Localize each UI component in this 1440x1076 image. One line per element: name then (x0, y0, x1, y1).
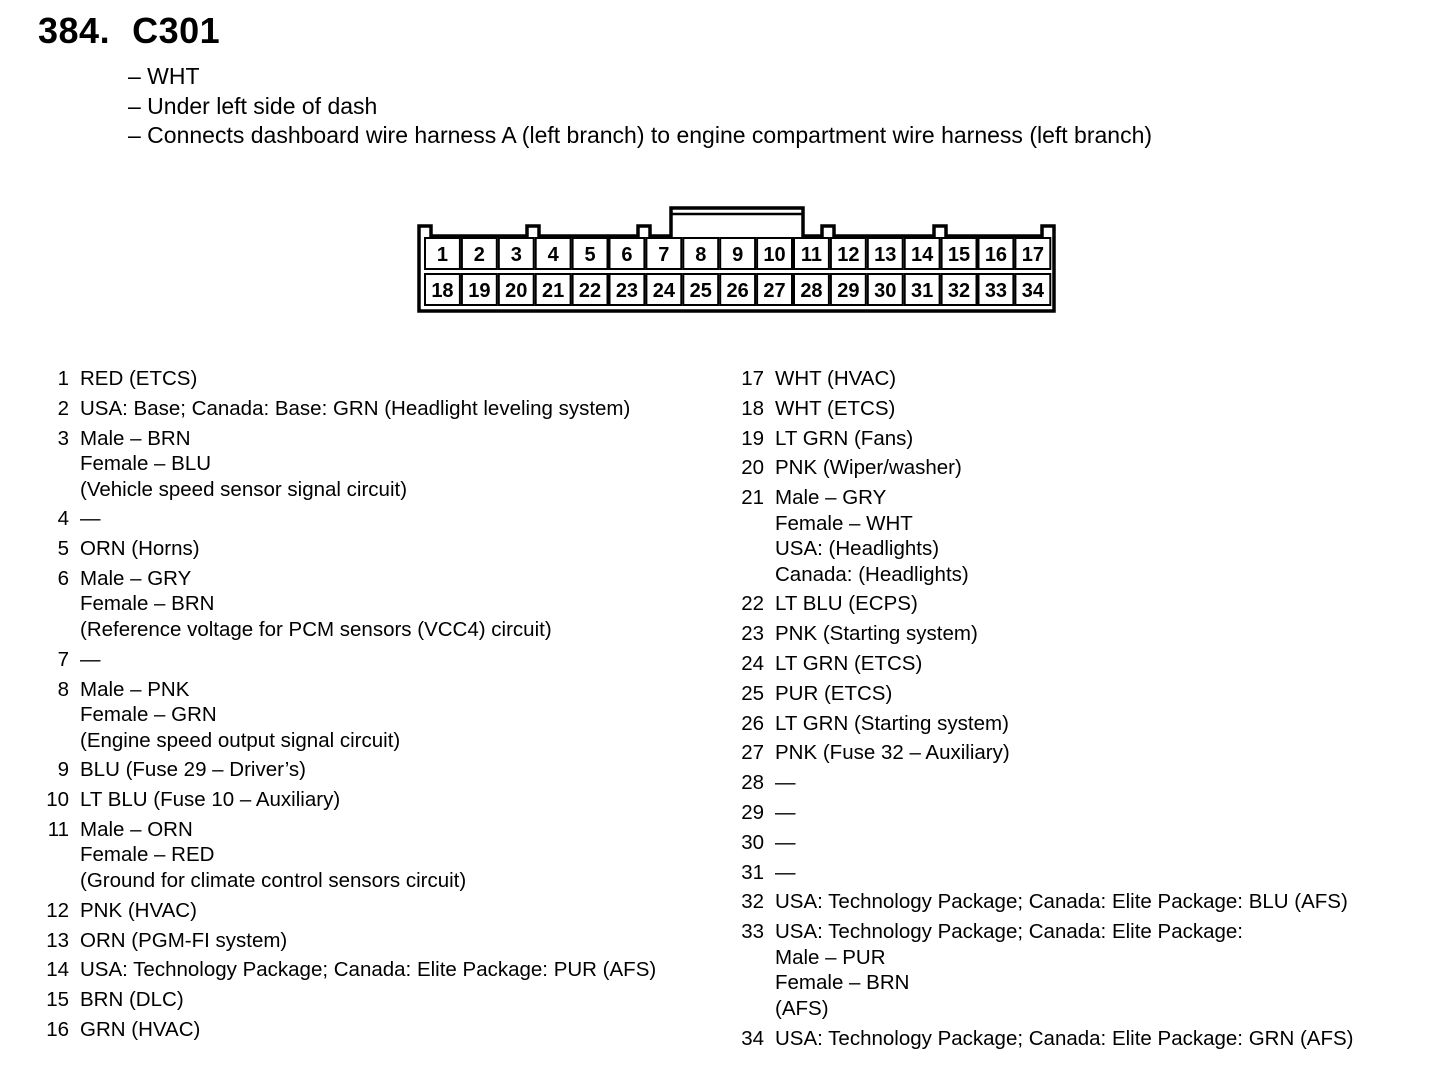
pin-description (775, 740, 1010, 766)
pin-number-label: 30 (874, 280, 897, 302)
pin-number: 5 (57, 537, 69, 561)
pin-number: 28 (741, 771, 764, 795)
pin-number: 29 (741, 801, 764, 825)
pin-description-line: LT BLU (Fuse 10 – Auxiliary) (80, 788, 341, 812)
pin-description-line: GRN (HVAC) (80, 1017, 201, 1041)
pin-description (775, 396, 895, 422)
pin-number-label: 11 (800, 244, 823, 266)
pin-entry (735, 1026, 1425, 1052)
pin-description-line: WHT (ETCS) (775, 396, 896, 420)
pin-entry (735, 621, 1425, 647)
pin-description (80, 366, 197, 392)
pin-number: 23 (741, 622, 764, 646)
pin-number: 3 (57, 426, 69, 450)
pin-number: 33 (741, 920, 764, 944)
pin-number: 21 (741, 486, 764, 510)
pin-number-label: 27 (763, 280, 786, 302)
pin-description (775, 651, 922, 677)
pin-description (775, 485, 969, 587)
pin-description-line: (Engine speed output signal circuit) (80, 728, 401, 752)
pin-number-label: 24 (652, 280, 675, 302)
pin-number-label: 32 (947, 280, 971, 302)
pin-number-label: 4 (547, 244, 559, 266)
pin-entry (735, 651, 1425, 677)
pin-description-line: LT GRN (ETCS) (775, 652, 923, 676)
pin-entry (735, 681, 1425, 707)
section-number: 384. (38, 10, 111, 51)
pin-entry (40, 426, 720, 503)
pin-description-line: RED (ETCS) (80, 367, 198, 390)
connector-id: C301 (132, 10, 221, 51)
pin-description (80, 928, 287, 954)
pin-description-line: — (775, 860, 796, 884)
pin-number-label: 34 (1021, 280, 1044, 302)
pin-number: 7 (57, 647, 69, 671)
pin-entry (735, 396, 1425, 422)
pin-entry (40, 787, 720, 813)
pin-description (775, 830, 796, 856)
pin-description-line: (Reference voltage for PCM sensors (VCC4) circuit) (80, 617, 552, 641)
pin-number: 20 (741, 456, 764, 480)
pin-description-line: (Ground for climate control sensors circuit) (80, 868, 467, 892)
pin-number: 8 (57, 677, 69, 701)
pin-number-label: 33 (984, 280, 1008, 302)
note-location: – Under left side of dash (128, 92, 378, 119)
pin-description-line: Male – BRN (80, 426, 191, 450)
pin-description-line: — (80, 647, 101, 671)
pin-entry (40, 366, 720, 392)
pin-description-line: USA: (Headlights) (775, 537, 940, 561)
pin-description (80, 396, 630, 422)
pin-description-line: — (80, 507, 101, 531)
pin-description (775, 770, 796, 796)
pin-number: 9 (57, 758, 69, 782)
pin-description (80, 817, 466, 894)
pin-number-label: 13 (874, 244, 897, 266)
pin-description-line: USA: Technology Package; Canada: Elite Package: (775, 920, 1243, 944)
pin-entry (735, 770, 1425, 796)
pinout-left-column (40, 366, 720, 1047)
pin-description (80, 757, 306, 783)
pin-number: 1 (57, 367, 69, 390)
pin-number-label: 8 (695, 244, 707, 266)
pin-number-label: 21 (542, 280, 565, 302)
pin-description-line: PNK (Fuse 32 – Auxiliary) (775, 741, 1010, 765)
pin-entry (40, 677, 720, 754)
pin-description (775, 1026, 1353, 1052)
pin-number-label: 31 (911, 280, 934, 302)
pin-description-line: LT GRN (Fans) (775, 426, 914, 450)
pin-entry (735, 366, 1425, 392)
pin-description-line: Female – WHT (775, 511, 913, 535)
pin-entry (40, 647, 720, 673)
pin-description-line: Male – GRY (80, 566, 192, 590)
pin-description-line: PNK (Starting system) (775, 622, 978, 646)
pin-entry (40, 1017, 720, 1043)
pin-description-line: BRN (DLC) (80, 988, 184, 1012)
pin-number: 15 (46, 988, 69, 1012)
pin-entry (40, 536, 720, 562)
pin-number-label: 7 (658, 244, 670, 266)
pin-entry (40, 898, 720, 924)
pin-number-label: 6 (621, 244, 633, 266)
pin-description-line: — (775, 830, 796, 854)
pin-number-label: 17 (1021, 244, 1044, 266)
pin-description (80, 898, 197, 924)
pin-description-line: BLU (Fuse 29 – Driver’s) (80, 758, 306, 782)
pin-description (775, 621, 978, 647)
pin-description-line: ORN (Horns) (80, 537, 200, 561)
pin-number: 14 (46, 958, 69, 982)
pin-description-line: (AFS) (775, 996, 829, 1020)
pin-entry (735, 830, 1425, 856)
pin-number-label: 23 (615, 280, 639, 302)
pin-description (775, 591, 918, 617)
pin-description-line: Female – BRN (775, 971, 910, 995)
pin-description (775, 889, 1348, 915)
pin-description-line: PUR (ETCS) (775, 681, 893, 705)
pin-number: 22 (741, 592, 764, 616)
pin-entry (735, 860, 1425, 886)
pin-entry (735, 485, 1425, 587)
pin-number-label: 10 (763, 244, 786, 266)
pin-number-label: 18 (431, 280, 454, 302)
pin-description (775, 681, 892, 707)
pin-description-line: Female – GRN (80, 703, 217, 727)
pin-description (80, 987, 184, 1013)
pin-number-label: 3 (510, 244, 522, 266)
pin-number: 25 (741, 681, 764, 705)
pin-entry (40, 957, 720, 983)
pin-number: 2 (57, 396, 69, 420)
pin-number-label: 16 (984, 244, 1008, 266)
pin-number: 27 (741, 741, 764, 765)
pin-description-line: Male – GRY (775, 486, 887, 510)
pin-description-line: — (775, 771, 796, 795)
pin-description (80, 957, 656, 983)
pin-description-line: PNK (HVAC) (80, 898, 197, 922)
pin-number: 11 (47, 817, 69, 841)
pin-number: 12 (46, 898, 69, 922)
pin-number: 4 (57, 507, 69, 531)
pin-entry (40, 396, 720, 422)
pin-description (80, 506, 101, 532)
pin-entry (40, 757, 720, 783)
pin-description-line: USA: Technology Package; Canada: Elite Package: GRN (AFS) (775, 1026, 1354, 1050)
pin-entry (40, 817, 720, 894)
pin-number: 6 (57, 566, 69, 590)
pin-number-label: 22 (578, 280, 602, 302)
pin-number-label: 1 (436, 244, 449, 266)
pin-description (775, 800, 796, 826)
pin-description (775, 426, 913, 452)
pin-number: 24 (741, 652, 764, 676)
pin-description-line: USA: Technology Package; Canada: Elite Package: PUR (AFS) (80, 958, 657, 982)
pin-description-line: Male – PUR (775, 945, 886, 969)
pin-description-line: WHT (HVAC) (775, 367, 897, 390)
pin-description-line: PNK (Wiper/washer) (775, 456, 962, 480)
pin-description (775, 711, 1009, 737)
pin-number: 18 (741, 396, 764, 420)
pin-description (80, 677, 400, 754)
pin-description (775, 366, 896, 392)
pin-entry (40, 928, 720, 954)
pin-description (775, 919, 1243, 1021)
pin-number: 31 (741, 860, 764, 884)
pin-description-line: LT BLU (ECPS) (775, 592, 918, 616)
pin-description (775, 455, 962, 481)
pin-description (775, 860, 796, 886)
pin-description (80, 647, 101, 673)
pin-entry (735, 919, 1425, 1021)
pin-description-line: Female – RED (80, 843, 215, 867)
pin-entry (735, 711, 1425, 737)
pin-description-line: LT GRN (Starting system) (775, 711, 1009, 735)
pin-description-line: Canada: (Headlights) (775, 562, 969, 586)
pin-description-line: USA: Technology Package; Canada: Elite Package: BLU (AFS) (775, 890, 1348, 914)
pin-number-label: 19 (468, 280, 491, 302)
pin-entry (40, 506, 720, 532)
pin-number: 26 (741, 711, 764, 735)
pin-entry (735, 591, 1425, 617)
note-color: – WHT (128, 63, 200, 89)
pin-number-label: 2 (473, 244, 485, 266)
pin-number: 16 (46, 1017, 69, 1041)
connector-face-diagram (0, 0, 1440, 340)
pin-number-label: 14 (911, 244, 934, 266)
pin-number: 34 (741, 1026, 764, 1050)
pin-entry (735, 800, 1425, 826)
pin-description-line: USA: Base; Canada: Base: GRN (Headlight leveling system) (80, 396, 631, 420)
pin-description (80, 1017, 200, 1043)
pin-entry (40, 987, 720, 1013)
pin-entry (40, 566, 720, 643)
pin-entry (735, 740, 1425, 766)
pin-description-line: Female – BLU (80, 452, 212, 476)
pin-number-label: 12 (837, 244, 860, 266)
pin-number-label: 26 (726, 280, 749, 302)
pin-number: 32 (741, 890, 764, 914)
pinout-right-column (735, 366, 1425, 1055)
pin-number-label: 5 (584, 244, 596, 266)
pin-description-line: ORN (PGM-FI system) (80, 928, 288, 952)
note-connects: – Connects dashboard wire harness A (left branch) to engine compartment wire harness (left branch) (128, 122, 1153, 148)
pin-description-line: Male – ORN (80, 817, 193, 841)
pin-number: 19 (741, 426, 764, 450)
pin-number-label: 15 (947, 244, 971, 266)
pin-entry (735, 889, 1425, 915)
pin-description-line: Female – BRN (80, 592, 215, 616)
pin-description-line: (Vehicle speed sensor signal circuit) (80, 477, 408, 501)
pin-number-label: 29 (837, 280, 860, 302)
pin-description (80, 536, 200, 562)
pin-number: 10 (46, 788, 69, 812)
pin-number-label: 9 (732, 244, 744, 266)
pin-description-line: Male – PNK (80, 677, 190, 701)
pin-entry (735, 426, 1425, 452)
pin-number-label: 25 (689, 280, 712, 302)
pin-number: 30 (741, 830, 764, 854)
pin-number-label: 20 (505, 280, 528, 302)
pin-description (80, 566, 552, 643)
pin-description (80, 787, 340, 813)
pin-number: 13 (46, 928, 69, 952)
pin-description (80, 426, 407, 503)
pin-entry (735, 455, 1425, 481)
pin-number-label: 28 (800, 280, 823, 302)
pin-description-line: — (775, 801, 796, 825)
pin-number: 17 (741, 367, 764, 390)
